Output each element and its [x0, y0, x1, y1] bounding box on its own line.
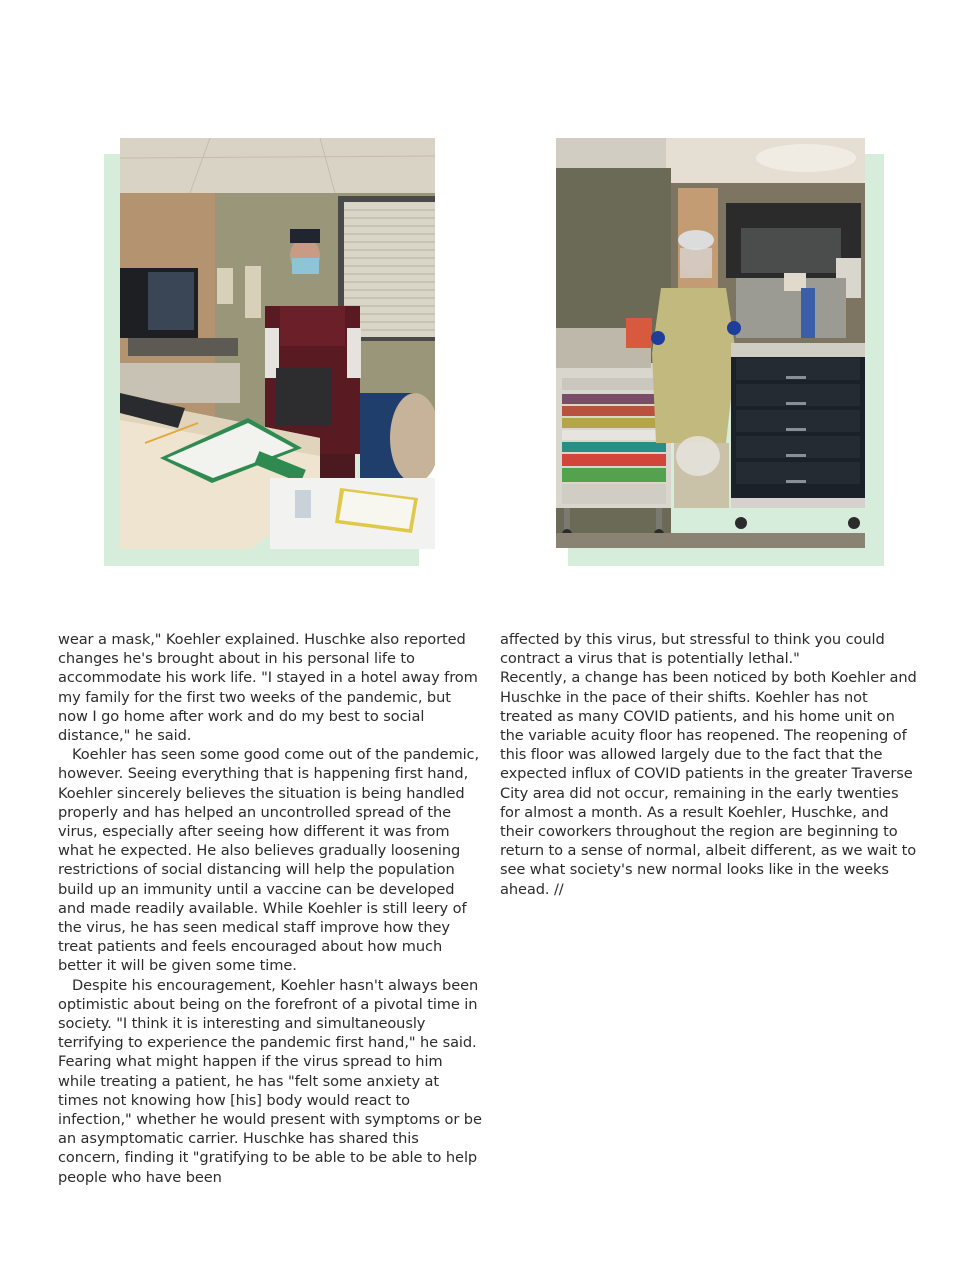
- left-photo: [120, 138, 435, 549]
- article-paragraph: Recently, a change has been noticed by both Koehler and Huschke in the pace of their shifts. Koehler has not treated as many COVID patients, and his home unit on the variable acuity floor has reopened. The reopening of this floor was allowed largely due to the fact that the expected influx of COVID patients in the greater Traverse City area did not occur, remaining in the early twenties for almost a month. As a result Koehler, Huschke, and their coworkers throughout the region are beginning to return to a sense of normal, albeit different, as we wait to see what society's new normal looks like in the weeks ahead. //: [500, 669, 917, 898]
- article-right-column: [500, 630, 920, 899]
- article-paragraph: Despite his encouragement, Koehler hasn't always been optimistic about being on the forefront of a pivotal time in society. "I think it is interesting and simultaneously terrifying to experience the pandemic first hand," he said. Fearing what might happen if the virus spread to him while treating a patient, he has "felt some anxiety at times not knowing how [his] body would react to infection," whether he would present with symptoms or be an asymptomatic carrier. Huschke has shared this concern, finding it "gratifying to be able to be able to help people who have been: [58, 976, 482, 1186]
- article-paragraph: Koehler has seen some good come out of the pandemic, however. Seeing everything that is happening first hand, Koehler sincerely believes the situation is being handled properly and has helped an uncontrolled spread of the virus, especially after seeing how different it was from what he expected. He also believes gradually loosening restrictions of social distancing will help the population build up an immunity until a vaccine can be developed and made readily available. While Koehler is still leery of the virus, he has seen medical staff improve how they treat patients and feels encouraged about how much better it will be given some time.: [58, 746, 479, 975]
- right-photo: [556, 138, 865, 548]
- article-left-column: [58, 630, 483, 1187]
- left-photo-illustration: [120, 138, 435, 549]
- article-paragraph: affected by this virus, but stressful to think you could contract a virus that is potentially lethal.": [500, 631, 885, 668]
- right-photo-illustration: [556, 138, 865, 548]
- article-paragraph: wear a mask," Koehler explained. Huschke also reported changes he's brought about in his personal life to accommodate his work life. "I stayed in a hotel away from my family for the first two weeks of the pandemic, but now I go home after work and do my best to social distance," he said.: [58, 631, 478, 745]
